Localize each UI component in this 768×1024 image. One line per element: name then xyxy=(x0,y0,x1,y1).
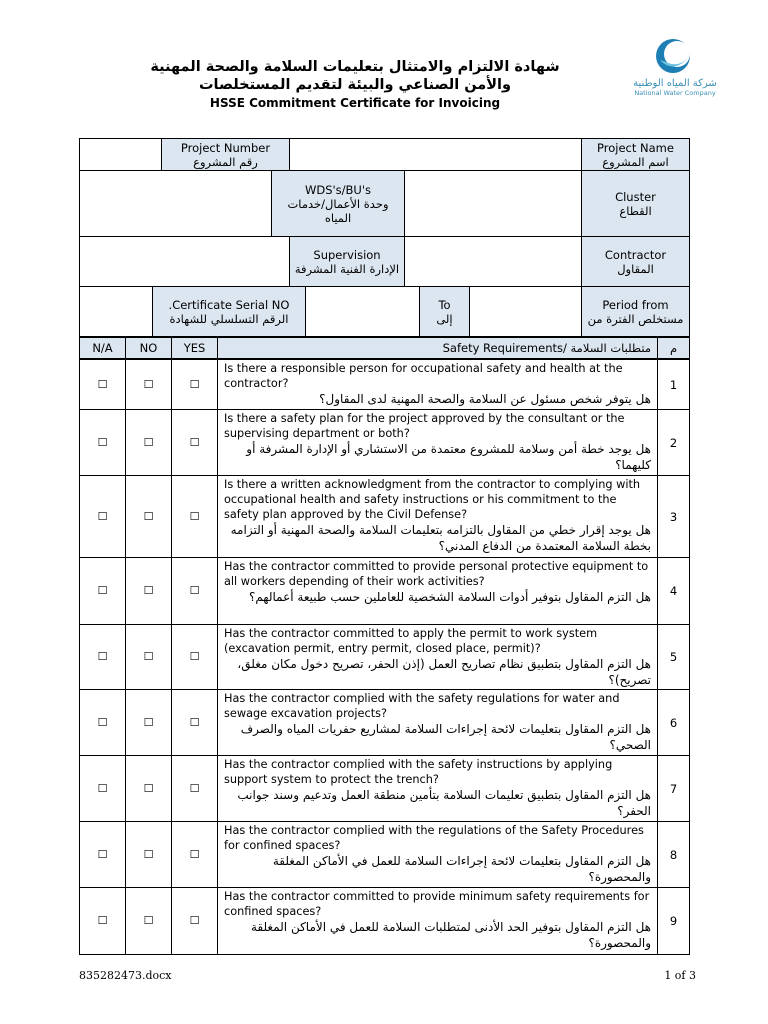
checkbox-cell-no xyxy=(125,624,172,690)
period-from-value[interactable] xyxy=(469,286,582,337)
col-requirements-header: متطلبات السلامة /Safety Requirements xyxy=(217,337,658,359)
cluster-label xyxy=(581,170,690,237)
no-checkbox[interactable]: ☐ xyxy=(143,435,154,449)
col-number-header: م xyxy=(657,337,690,359)
no-checkbox[interactable]: ☐ xyxy=(143,509,154,523)
no-checkbox[interactable]: ☐ xyxy=(143,584,154,597)
title-en: HSSE Commitment Certificate for Invoicing xyxy=(209,96,501,110)
cluster-value[interactable] xyxy=(404,170,582,237)
requirement-cell xyxy=(217,359,658,410)
period-to-label-en: To xyxy=(438,297,451,312)
yes-checkbox[interactable]: ☐ xyxy=(189,377,200,391)
requirement-text-ar: هل التزم المقاول بتطبيق نظام تصاريح العمل (إذن الحفر، تصريح دخول مكان مغلق، تصريح)؟ xyxy=(237,657,651,687)
supervision-value[interactable] xyxy=(79,236,290,287)
wds-label-ar: وحدة الأعمال/خدمات المياه xyxy=(287,196,389,225)
checkbox-cell-yes xyxy=(171,887,218,955)
yes-checkbox[interactable]: ☐ xyxy=(189,584,200,597)
logo-name-en: National Water Company xyxy=(634,89,716,97)
checkbox-cell-na xyxy=(79,557,126,625)
serial-label-en: .Certificate Serial NO xyxy=(168,297,290,312)
na-checkbox[interactable]: ☐ xyxy=(97,781,108,795)
no-checkbox[interactable]: ☐ xyxy=(143,650,154,663)
no-checkbox[interactable]: ☐ xyxy=(143,781,154,795)
footer-filename: 835282473.docx xyxy=(79,969,172,982)
checkbox-cell-yes xyxy=(171,821,218,888)
requirement-cell xyxy=(217,755,658,822)
requirement-text-en: Is there a responsible person for occupational safety and health at the contractor? xyxy=(224,362,623,390)
yes-checkbox[interactable]: ☐ xyxy=(189,509,200,523)
checkbox-cell-yes xyxy=(171,755,218,822)
col-no-header: NO xyxy=(125,337,172,359)
yes-checkbox[interactable]: ☐ xyxy=(189,847,200,861)
yes-checkbox[interactable]: ☐ xyxy=(189,781,200,795)
wds-value[interactable] xyxy=(79,170,272,237)
checkbox-cell-no xyxy=(125,557,172,625)
requirement-cell xyxy=(217,624,658,690)
period-to-label xyxy=(419,286,470,337)
checkbox-cell-yes xyxy=(171,624,218,690)
cluster-label-en: Cluster xyxy=(615,189,656,204)
yes-checkbox[interactable]: ☐ xyxy=(189,715,200,729)
supervision-label xyxy=(289,236,405,287)
requirement-text-en: Has the contractor committed to provide minimum safety requirements for confined spaces? xyxy=(224,890,650,918)
project-name-label-en: Project Name xyxy=(597,140,674,155)
requirement-text-en: Is there a safety plan for the project approved by the consultant or the supervising department or both? xyxy=(224,412,625,440)
title-ar-line1: شهادة الالتزام والامتثال بتعليمات السلامة والصحة المهنية xyxy=(150,59,560,75)
row-number: 2 xyxy=(657,409,690,476)
requirement-cell xyxy=(217,821,658,888)
row-number: 8 xyxy=(657,821,690,888)
requirement-text-en: Has the contractor complied with the regulations of the Safety Procedures for confined spaces? xyxy=(224,824,644,852)
project-name-label-ar: اسم المشروع xyxy=(602,154,669,169)
checkbox-cell-no xyxy=(125,755,172,822)
footer-page-number: 1 of 3 xyxy=(664,969,696,982)
requirement-text-ar: هل التزم المقاول بتوفير أدوات السلامة الشخصية للعاملين حسب طبيعة أعمالهم؟ xyxy=(248,590,651,604)
na-checkbox[interactable]: ☐ xyxy=(97,650,108,663)
requirement-cell xyxy=(217,475,658,558)
cluster-label-ar: القطاع xyxy=(619,203,652,218)
row-number: 5 xyxy=(657,624,690,690)
yes-checkbox[interactable]: ☐ xyxy=(189,650,200,663)
requirement-text-en: Has the contractor committed to provide personal protective equipment to all workers depending of their work activities? xyxy=(224,560,649,588)
checkbox-cell-no xyxy=(125,359,172,410)
requirement-text-ar: هل التزم المقاول بتوفير الحد الأدنى لمتطلبات السلامة للعمل في الأماكن المغلقة والمحصورة؟ xyxy=(250,920,651,950)
period-to-label-ar: إلى xyxy=(436,311,453,326)
checkbox-cell-na xyxy=(79,689,126,756)
row-number: 7 xyxy=(657,755,690,822)
row-number: 1 xyxy=(657,359,690,410)
na-checkbox[interactable]: ☐ xyxy=(97,377,108,391)
requirement-text-ar: هل التزم المقاول بتعليمات لائحة إجراءات السلامة للعمل في الأماكن المغلقة والمحصورة؟ xyxy=(272,854,651,884)
serial-value[interactable] xyxy=(79,286,153,337)
na-checkbox[interactable]: ☐ xyxy=(97,715,108,729)
na-checkbox[interactable]: ☐ xyxy=(97,435,108,449)
requirement-text-ar: هل يوجد خطة أمن وسلامة للمشروع معتمدة من الاستشاري أو الإدارة المشرفة أو كليهما؟ xyxy=(246,442,651,472)
requirement-cell xyxy=(217,887,658,955)
checkbox-cell-yes xyxy=(171,359,218,410)
row-number: 3 xyxy=(657,475,690,558)
requirement-text-en: Has the contractor committed to apply the permit to work system (excavation permit, entry permit, closed place, permit)? xyxy=(224,627,598,655)
checkbox-cell-na xyxy=(79,359,126,410)
supervision-label-en: Supervision xyxy=(313,247,381,262)
project-number-label-en: Project Number xyxy=(180,140,271,155)
requirement-cell xyxy=(217,409,658,476)
checkbox-cell-na xyxy=(79,409,126,476)
col-na-header: N/A xyxy=(79,337,126,359)
wds-label-en: WDS's/BU's xyxy=(304,182,371,197)
checkbox-cell-no xyxy=(125,821,172,888)
project-name-label xyxy=(581,138,690,171)
checkbox-cell-na xyxy=(79,624,126,690)
period-from-label-ar: مستخلص الفترة من xyxy=(587,311,684,326)
no-checkbox[interactable]: ☐ xyxy=(143,377,154,391)
na-checkbox[interactable]: ☐ xyxy=(97,509,108,523)
yes-checkbox[interactable]: ☐ xyxy=(189,914,200,927)
checkbox-cell-na xyxy=(79,475,126,558)
requirement-text-en: Has the contractor complied with the safety instructions by applying support system to protect the trench? xyxy=(224,758,613,786)
col-yes-header: YES xyxy=(171,337,218,359)
period-to-value[interactable] xyxy=(305,286,420,337)
serial-label xyxy=(152,286,306,337)
row-number: 4 xyxy=(657,557,690,625)
na-checkbox[interactable]: ☐ xyxy=(97,914,108,927)
checkbox-cell-no xyxy=(125,689,172,756)
checkbox-cell-na xyxy=(79,821,126,888)
checkbox-cell-yes xyxy=(171,557,218,625)
checkbox-cell-no xyxy=(125,887,172,955)
project-number-label-ar: رقم المشروع xyxy=(193,154,258,169)
checkbox-cell-yes xyxy=(171,409,218,476)
logo-name-ar: شركة المياه الوطنية xyxy=(633,78,717,89)
period-from-label-en: Period from xyxy=(602,297,669,312)
title-ar-line2: والأمن الصناعي والبيئة لتقديم المستخلصات xyxy=(198,77,512,93)
no-checkbox[interactable]: ☐ xyxy=(143,715,154,729)
yes-checkbox[interactable]: ☐ xyxy=(189,435,200,449)
contractor-label-en: Contractor xyxy=(604,247,667,262)
na-checkbox[interactable]: ☐ xyxy=(97,584,108,597)
serial-label-ar: الرقم التسلسلي للشهادة xyxy=(169,311,289,326)
requirement-text-en: Is there a written acknowledgment from the contractor to complying with occupational health and safety instructions or his commitment to the safety plan approved by the Civil Defense? xyxy=(224,478,641,521)
na-checkbox[interactable]: ☐ xyxy=(97,847,108,861)
checkbox-cell-na xyxy=(79,755,126,822)
no-checkbox[interactable]: ☐ xyxy=(143,847,154,861)
requirement-text-ar: هل يتوفر شخص مسئول عن السلامة والصحة المهنية لدى المقاول؟ xyxy=(319,392,651,406)
row-number: 9 xyxy=(657,887,690,955)
checkbox-cell-yes xyxy=(171,689,218,756)
requirement-text-en: Has the contractor complied with the safety regulations for water and sewage excavation projects? xyxy=(224,692,620,720)
wds-label xyxy=(271,170,405,237)
requirement-text-ar: هل التزم المقاول بتعليمات لائحة إجراءات السلامة لمشاريع حفريات المياه والصرف الصحي؟ xyxy=(240,722,651,752)
period-from-label xyxy=(581,286,690,337)
project-number-value[interactable] xyxy=(79,138,162,171)
row-number: 6 xyxy=(657,689,690,756)
requirement-cell xyxy=(217,689,658,756)
requirement-text-ar: هل التزم المقاول بتطبيق تعليمات السلامة بتأمين منطقة العمل وتدعيم وسند جوانب الحفر؟ xyxy=(237,788,651,818)
supervision-label-ar: الإدارة الفنية المشرفة xyxy=(294,261,400,276)
contractor-label-ar: المقاول xyxy=(617,261,654,276)
project-number-label xyxy=(161,138,290,171)
requirement-text-ar: هل يوجد إقرار خطي من المقاول بالتزامه بتعليمات السلامة والصحة المهنية أو التزامه بخطة السلامة المعتمدة من الدفاع المدني؟ xyxy=(230,523,651,553)
no-checkbox[interactable]: ☐ xyxy=(143,914,154,927)
contractor-label xyxy=(581,236,690,287)
contractor-value[interactable] xyxy=(404,236,582,287)
requirement-cell xyxy=(217,557,658,625)
checkbox-cell-yes xyxy=(171,475,218,558)
checkbox-cell-na xyxy=(79,887,126,955)
checkbox-cell-no xyxy=(125,409,172,476)
checkbox-cell-no xyxy=(125,475,172,558)
project-name-value[interactable] xyxy=(289,138,582,171)
